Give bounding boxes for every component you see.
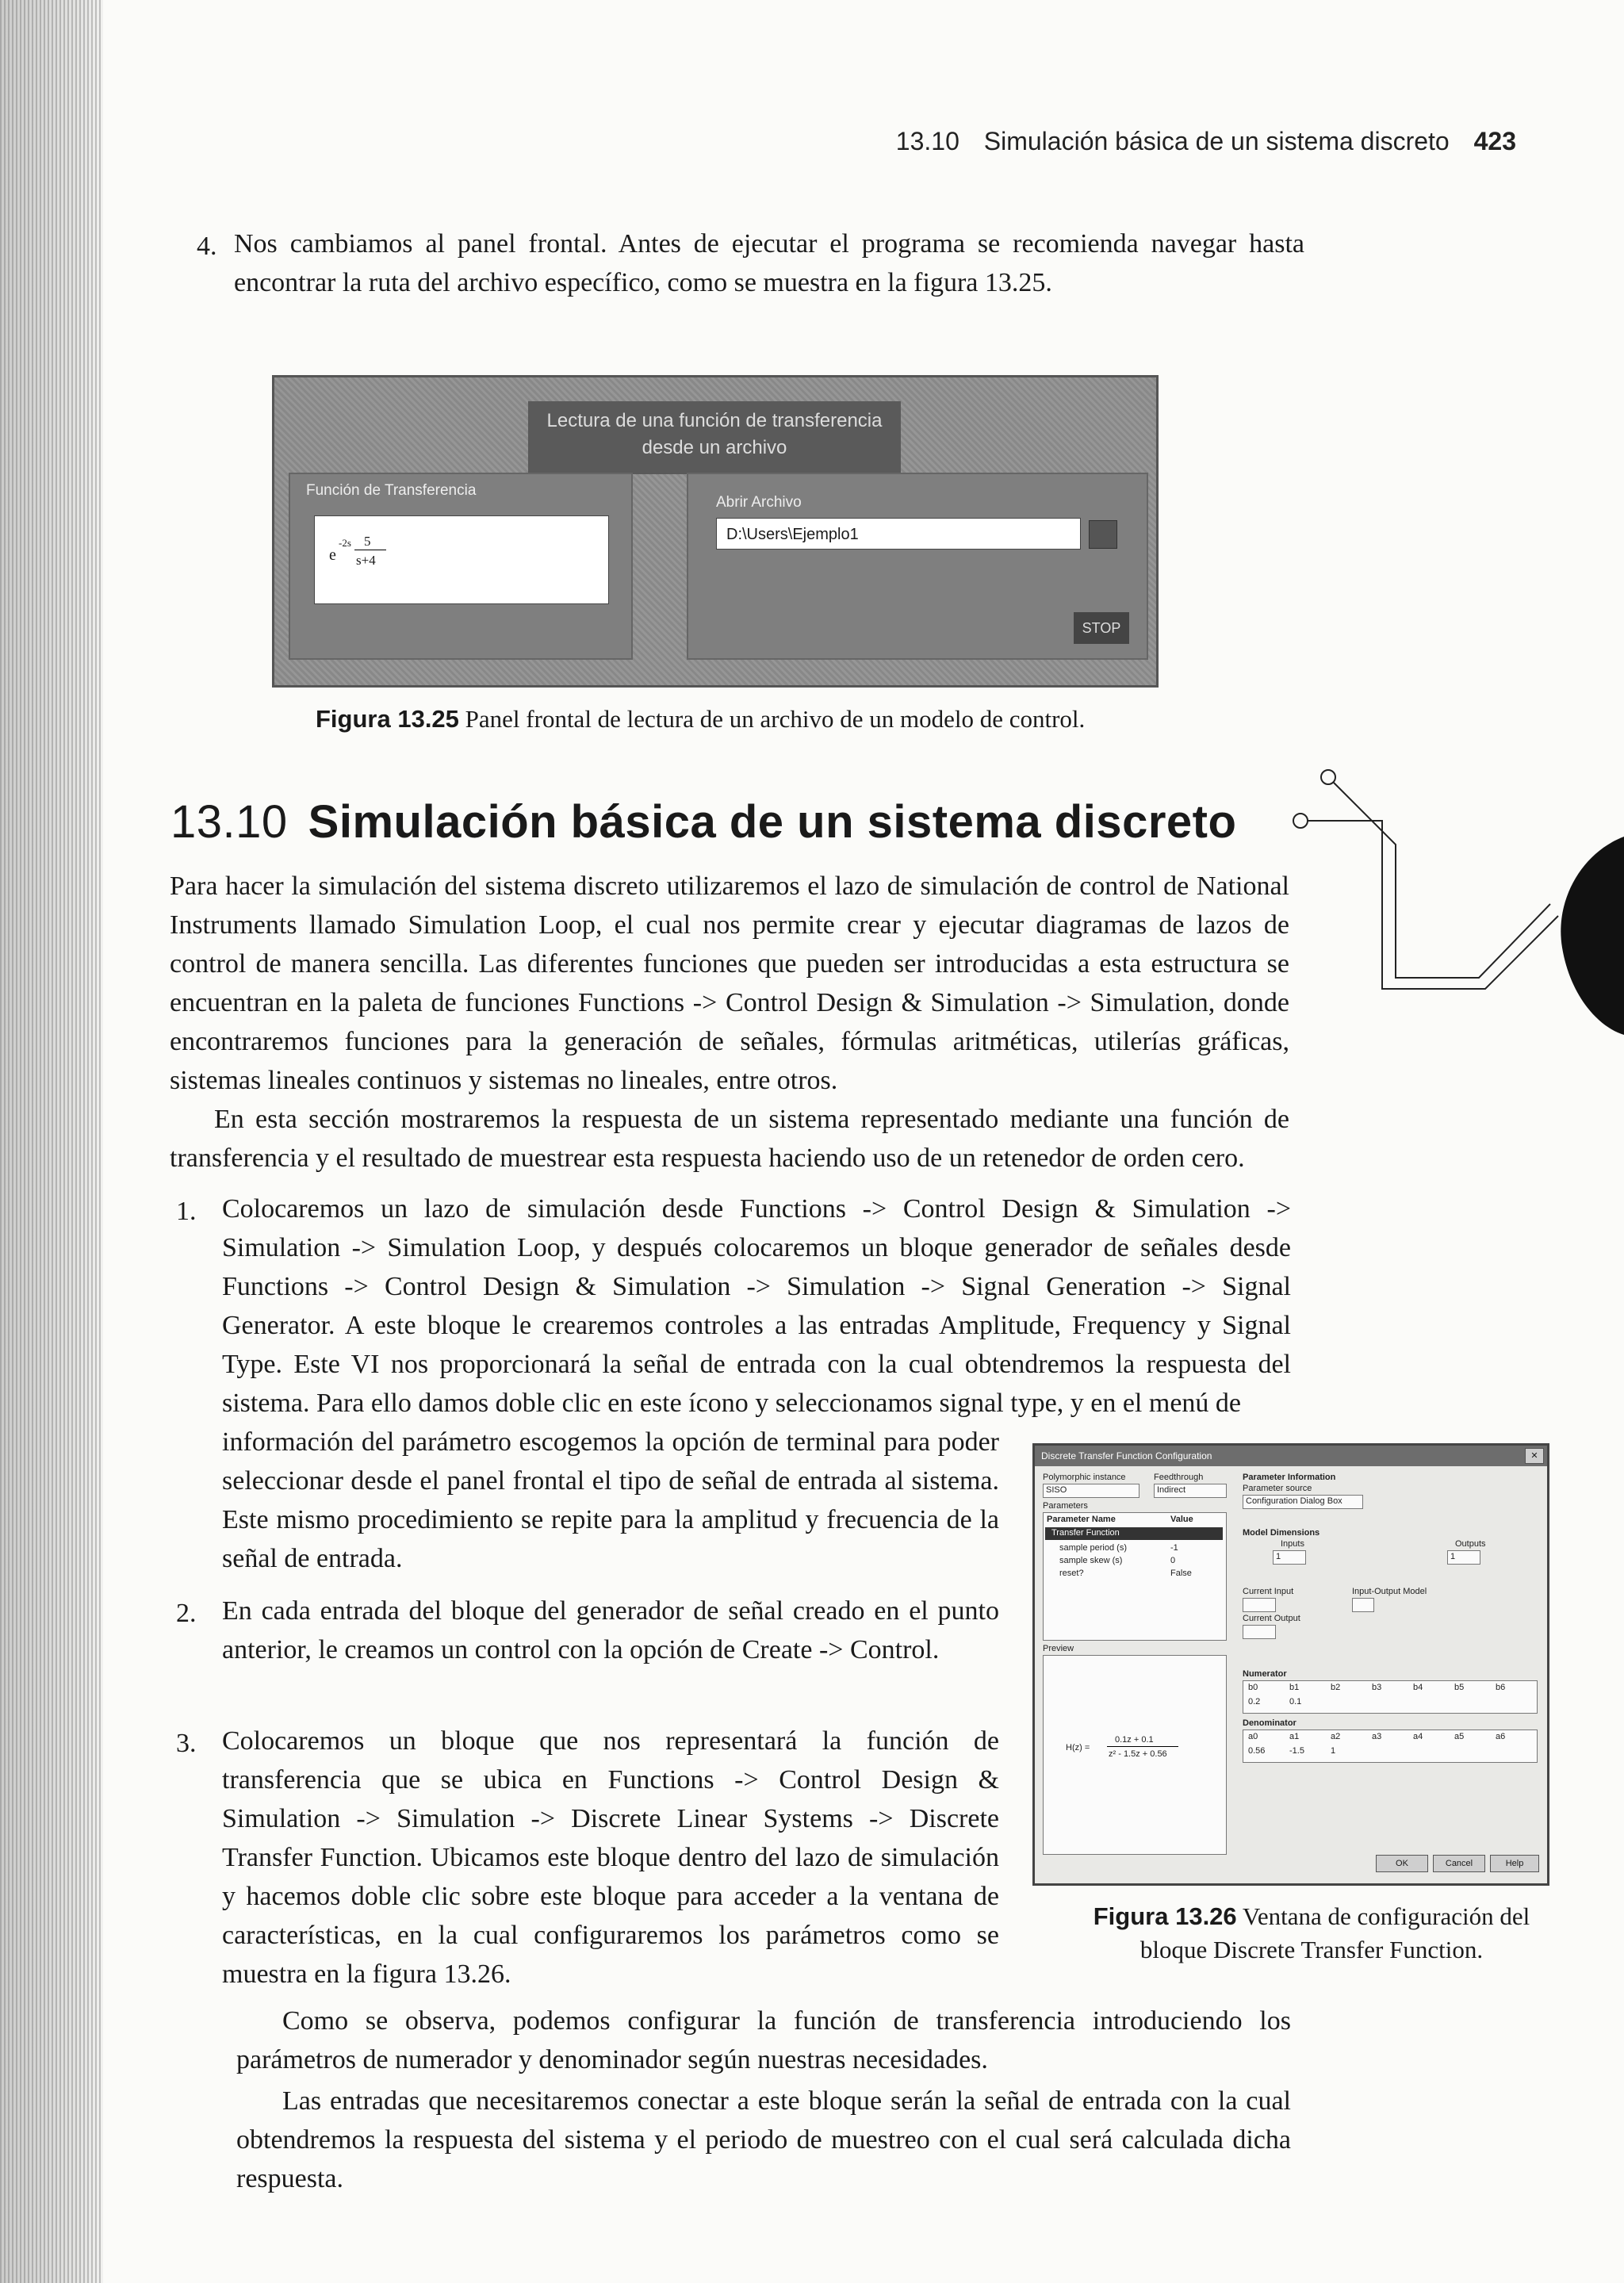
- section-title: Simulación básica de un sistema discreto: [308, 796, 1237, 848]
- tf-numerator: 5: [364, 534, 371, 549]
- tf-exp: e: [329, 546, 336, 564]
- list-item-1: Colocaremos un lazo de simulación desde Functions -> Control Design & Simulation -> Simulation -> Simulation Loop, y después colocaremos un bloque generador de señales desde Functions -> Control Design & Simulation -> Simulation -> Signal Generation -> Signal Generator. A este bloque le crearemos controles a las entradas Amplitude, Frequency y Signal Type. Este VI nos proporcionará la señal de entrada con la cual obtendremos la respuesta del sistema. Para ello damos doble clic en este ícono y seleccionamos signal type, y en el menú de: [222, 1194, 1291, 1418]
- den-header: a5: [1454, 1732, 1465, 1741]
- running-head-section: 13.10: [895, 127, 959, 155]
- tree-row-value: 0: [1170, 1556, 1176, 1565]
- step-number: 4.: [197, 232, 217, 261]
- figure-config-window: [1032, 1443, 1549, 1886]
- close-icon[interactable]: ✕: [1525, 1448, 1544, 1464]
- polymorphic-label: Polymorphic instance: [1043, 1473, 1126, 1482]
- list-item-1-continued: información del parámetro escogemos la opción de terminal para poder seleccionar desde el panel frontal el tipo de señal de entrada al sistema. Este mismo procedimiento se repite para la amplitud y frecuencia de la señal de entrada.: [222, 1427, 999, 1573]
- param-source-label: Parameter source: [1243, 1484, 1312, 1493]
- ok-button[interactable]: OK: [1376, 1855, 1428, 1872]
- outputs-field[interactable]: [1447, 1550, 1480, 1565]
- den-header: a6: [1496, 1732, 1506, 1741]
- preview-lhs: H(z) =: [1066, 1743, 1090, 1752]
- caption-text: Panel frontal de lectura de un archivo de un modelo de control.: [465, 705, 1086, 733]
- list-number-1: 1.: [176, 1197, 197, 1226]
- num-header: b4: [1413, 1683, 1423, 1692]
- step-text: Nos cambiamos al panel frontal. Antes de ejecutar el programa se recomienda navegar hasta encontrar la ruta del archivo específico, como se muestra en la figura 13.25.: [234, 229, 1304, 297]
- help-button[interactable]: Help: [1490, 1855, 1539, 1872]
- tree-row-name: Transfer Function: [1051, 1528, 1120, 1538]
- running-head: [896, 127, 1516, 156]
- current-output-field[interactable]: [1243, 1625, 1276, 1639]
- preview-numerator: 0.1z + 0.1: [1115, 1735, 1154, 1745]
- den-header: a1: [1289, 1732, 1300, 1741]
- stop-button[interactable]: STOP: [1074, 612, 1129, 644]
- num-value[interactable]: 0.2: [1248, 1697, 1261, 1707]
- tree-row-selected[interactable]: [1045, 1527, 1223, 1540]
- tf-label: Función de Transferencia: [306, 482, 477, 499]
- list-number-2: 2.: [176, 1599, 197, 1628]
- model-dimensions-label: Model Dimensions: [1243, 1528, 1320, 1538]
- list-item-3: Colocaremos un bloque que nos representará la función de transferencia que se ubica en Functions -> Control Design & Simulation -> Simulation -> Discrete Linear Systems -> Discrete Transfer Function. Ubicamos este bloque dentro del lazo de simulación y hacemos doble clic sobre este bloque para acceder a la ventana de características, en la cual configuraremos los parámetros como se muestra en la figura 13.26.: [222, 1726, 999, 1989]
- denominator-table[interactable]: [1243, 1729, 1538, 1763]
- den-header: a0: [1248, 1732, 1258, 1741]
- figure-caption-1325: [316, 705, 1085, 734]
- section-heading: [170, 795, 1236, 848]
- window-title: Discrete Transfer Function Configuration: [1041, 1450, 1212, 1461]
- figure-front-panel: [272, 375, 1159, 688]
- current-input-label: Current Input: [1243, 1587, 1294, 1596]
- file-panel: [687, 473, 1148, 660]
- num-header: b1: [1289, 1683, 1300, 1692]
- num-value[interactable]: 0.1: [1289, 1697, 1302, 1707]
- den-header: a4: [1413, 1732, 1423, 1741]
- parameter-tree[interactable]: [1043, 1512, 1227, 1641]
- inputs-label: Inputs: [1281, 1539, 1304, 1549]
- file-path-input[interactable]: D:\Users\Ejemplo1: [716, 518, 1081, 550]
- tree-row-name[interactable]: sample period (s): [1059, 1543, 1127, 1553]
- list-item-2: En cada entrada del bloque del generador de señal creado en el punto anterior, le creamos un control con la opción de Create -> Control.: [222, 1596, 999, 1664]
- num-header: b0: [1248, 1683, 1258, 1692]
- den-value[interactable]: -1.5: [1289, 1746, 1304, 1756]
- page-number: 423: [1473, 127, 1516, 155]
- paragraph-2: En esta sección mostraremos la respuesta de un sistema representado mediante una función de transferencia y el resultado de muestrear esta respuesta haciendo uso de un retenedor de orden cero.: [170, 1105, 1289, 1173]
- preview-panel: [1043, 1655, 1227, 1855]
- caption-label: Figura 13.26: [1093, 1902, 1237, 1930]
- tf-panel: [289, 473, 633, 660]
- list-number-3: 3.: [176, 1729, 197, 1758]
- num-header: b2: [1331, 1683, 1341, 1692]
- caption-label: Figura 13.25: [316, 705, 459, 733]
- preview-denominator: z² - 1.5z + 0.56: [1109, 1749, 1167, 1759]
- den-value[interactable]: 0.56: [1248, 1746, 1266, 1756]
- preview-fraction-bar: [1107, 1746, 1178, 1747]
- numerator-table[interactable]: [1243, 1680, 1538, 1714]
- den-header: a2: [1331, 1732, 1341, 1741]
- tree-row-name[interactable]: sample skew (s): [1059, 1556, 1123, 1565]
- param-source-value: Configuration Dialog Box: [1246, 1496, 1342, 1506]
- feedthrough-label: Feedthrough: [1154, 1473, 1204, 1482]
- parameters-label: Parameters: [1043, 1501, 1088, 1511]
- figure-caption-1326: [1090, 1900, 1534, 1967]
- inputs-field[interactable]: [1273, 1550, 1306, 1565]
- tf-denominator: s+4: [356, 553, 376, 568]
- io-model-field[interactable]: [1352, 1598, 1374, 1612]
- num-header: b5: [1454, 1683, 1465, 1692]
- feedthrough-select[interactable]: [1154, 1484, 1227, 1498]
- preview-label: Preview: [1043, 1644, 1074, 1653]
- polymorphic-value: SISO: [1046, 1485, 1067, 1495]
- outputs-label: Outputs: [1455, 1539, 1486, 1549]
- polymorphic-select[interactable]: [1043, 1484, 1139, 1498]
- tree-row-name[interactable]: reset?: [1059, 1569, 1084, 1578]
- browse-folder-icon[interactable]: [1089, 520, 1117, 549]
- cancel-button[interactable]: Cancel: [1433, 1855, 1485, 1872]
- outputs-value: 1: [1450, 1552, 1456, 1561]
- den-value[interactable]: 1: [1331, 1746, 1336, 1756]
- front-panel-title: Lectura de una función de transferencia desde un archivo: [528, 401, 901, 474]
- feedthrough-value: Indirect: [1157, 1485, 1186, 1495]
- tf-exp-sup: -2s: [339, 537, 351, 549]
- tf-display: [314, 515, 609, 604]
- tree-row-value: -1: [1170, 1543, 1178, 1553]
- scan-edge: [0, 0, 103, 2283]
- window-titlebar: [1035, 1446, 1547, 1466]
- paragraph-4: Las entradas que necesitaremos conectar a este bloque serán la señal de entrada con la cual obtendremos la respuesta del sistema y el periodo de muestreo con el cual será calculada dicha respuesta.: [236, 2086, 1291, 2193]
- inputs-value: 1: [1276, 1552, 1281, 1561]
- section-number: 13.10: [170, 796, 288, 848]
- param-source-select[interactable]: [1243, 1495, 1363, 1509]
- num-header: b6: [1496, 1683, 1506, 1692]
- denominator-label: Denominator: [1243, 1718, 1297, 1728]
- io-model-label: Input-Output Model: [1352, 1587, 1427, 1596]
- running-head-title: Simulación básica de un sistema discreto: [983, 127, 1450, 155]
- file-label: Abrir Archivo: [716, 494, 802, 511]
- current-input-field[interactable]: [1243, 1598, 1276, 1612]
- current-output-label: Current Output: [1243, 1614, 1300, 1623]
- num-header: b3: [1372, 1683, 1382, 1692]
- den-header: a3: [1372, 1732, 1382, 1741]
- circuit-decoration-icon: [1289, 765, 1624, 1067]
- caption-text: Ventana de configuración del bloque Discrete Transfer Function.: [1139, 1902, 1530, 1963]
- col-value: Value: [1170, 1515, 1193, 1524]
- numerator-label: Numerator: [1243, 1669, 1287, 1679]
- paragraph-1: Para hacer la simulación del sistema discreto utilizaremos el lazo de simulación de control de National Instruments llamado Simulation Loop, el cual nos permite crear y ejecutar diagramas de lazos de control de manera sencilla. Las diferentes funciones que pueden ser introducidas a esta estructura se encuentran en la paleta de funciones Functions -> Control Design & Simulation -> Simulation, donde encontraremos funciones para la generación de señales, fórmulas aritméticas, utilerías gráficas, sistemas lineales continuos y sistemas no lineales, entre otros.: [170, 871, 1289, 1095]
- col-name: Parameter Name: [1047, 1515, 1116, 1524]
- paragraph-3: Como se observa, podemos configurar la función de transferencia introduciendo los parámetros de numerador y denominador según nuestras necesidades.: [236, 2006, 1291, 2074]
- tree-row-value: False: [1170, 1569, 1192, 1578]
- param-info-label: Parameter Information: [1243, 1473, 1336, 1482]
